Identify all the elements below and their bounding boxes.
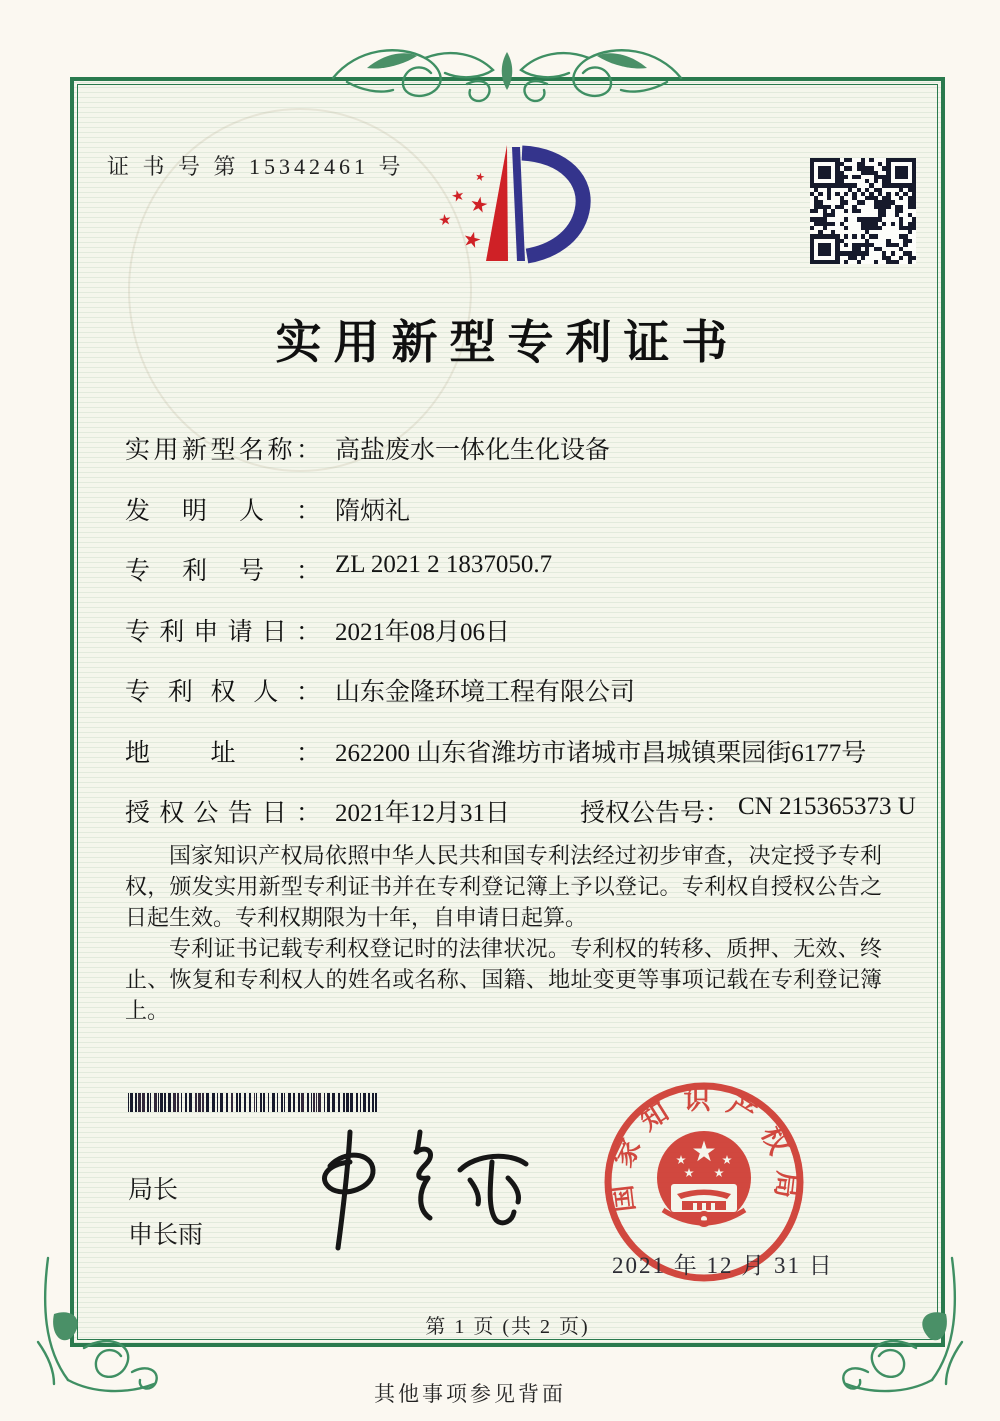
seal-ring-text: 国家知识产权局 xyxy=(605,1085,803,1214)
field-value-2: CN 215365373 U xyxy=(738,793,916,820)
field-label-2: 授权公告号： xyxy=(580,800,731,827)
field-row xyxy=(125,491,885,552)
logo-blue-bar xyxy=(512,147,525,261)
seal-date: 2021 年 12 月 31 日 xyxy=(612,1253,834,1278)
field-row xyxy=(125,733,885,794)
back-side-note: 其他事项参见背面 xyxy=(374,1382,566,1406)
officer-block xyxy=(128,1168,203,1258)
field-label: 专利号： xyxy=(125,558,321,585)
field-list xyxy=(125,430,916,854)
field-label: 实用新型名称： xyxy=(125,437,321,464)
logo-p-bowl xyxy=(522,153,583,256)
barcode xyxy=(128,1093,386,1112)
field-label: 专利权人： xyxy=(125,679,321,706)
field-value: 262200 山东省潍坊市诸城市昌城镇栗园街6177号 xyxy=(335,739,867,767)
field-row xyxy=(125,672,885,733)
certificate-number: 证 书 号 第 15342461 号 xyxy=(107,154,405,179)
field-value: 高盐废水一体化生化设备 xyxy=(335,437,611,464)
field-value: 隋炳礼 xyxy=(335,497,411,525)
qr-code xyxy=(810,158,916,264)
field-value: 2021年08月06日 xyxy=(335,618,511,646)
field-label: 授权公告日： xyxy=(125,800,321,827)
field-value: 2021年12月31日 xyxy=(335,800,511,827)
field-row xyxy=(125,430,885,491)
logo-stars xyxy=(439,172,489,249)
field-row xyxy=(125,551,885,612)
field-label: 地址： xyxy=(125,739,321,767)
field-row xyxy=(125,612,885,673)
field-second-pair xyxy=(580,793,916,829)
legal-paragraph-2: 专利证书记载专利权登记时的法律状况。专利权的转移、质押、无效、终止、恢复和专利权人的姓名或名称、国籍、地址变更等事项记载在专利登记簿上。 xyxy=(125,936,882,1023)
officer-name: 申长雨 xyxy=(128,1222,204,1249)
legal-text xyxy=(125,840,882,1026)
logo-red-wedge xyxy=(486,145,508,261)
field-label: 专利申请日： xyxy=(125,618,321,646)
officer-signature xyxy=(278,1126,538,1266)
field-value: 山东金隆环境工程有限公司 xyxy=(335,679,636,706)
officer-title: 局长 xyxy=(128,1177,179,1204)
field-value: ZL 2021 2 1837050.7 xyxy=(335,551,553,578)
national-emblem xyxy=(657,1131,751,1227)
field-label: 发明人： xyxy=(125,497,321,525)
legal-paragraph-1: 国家知识产权局依照中华人民共和国专利法经过初步审查，决定授予专利权，颁发实用新型专利证书并在专利登记簿上予以登记。专利权自授权公告之日起生效。专利权期限为十年，自申请日起算。 xyxy=(125,843,882,930)
page-number: 第 1 页 (共 2 页) xyxy=(425,1316,590,1338)
certificate-title: 实用新型专利证书 xyxy=(275,317,740,368)
cnipa-logo xyxy=(438,140,598,270)
